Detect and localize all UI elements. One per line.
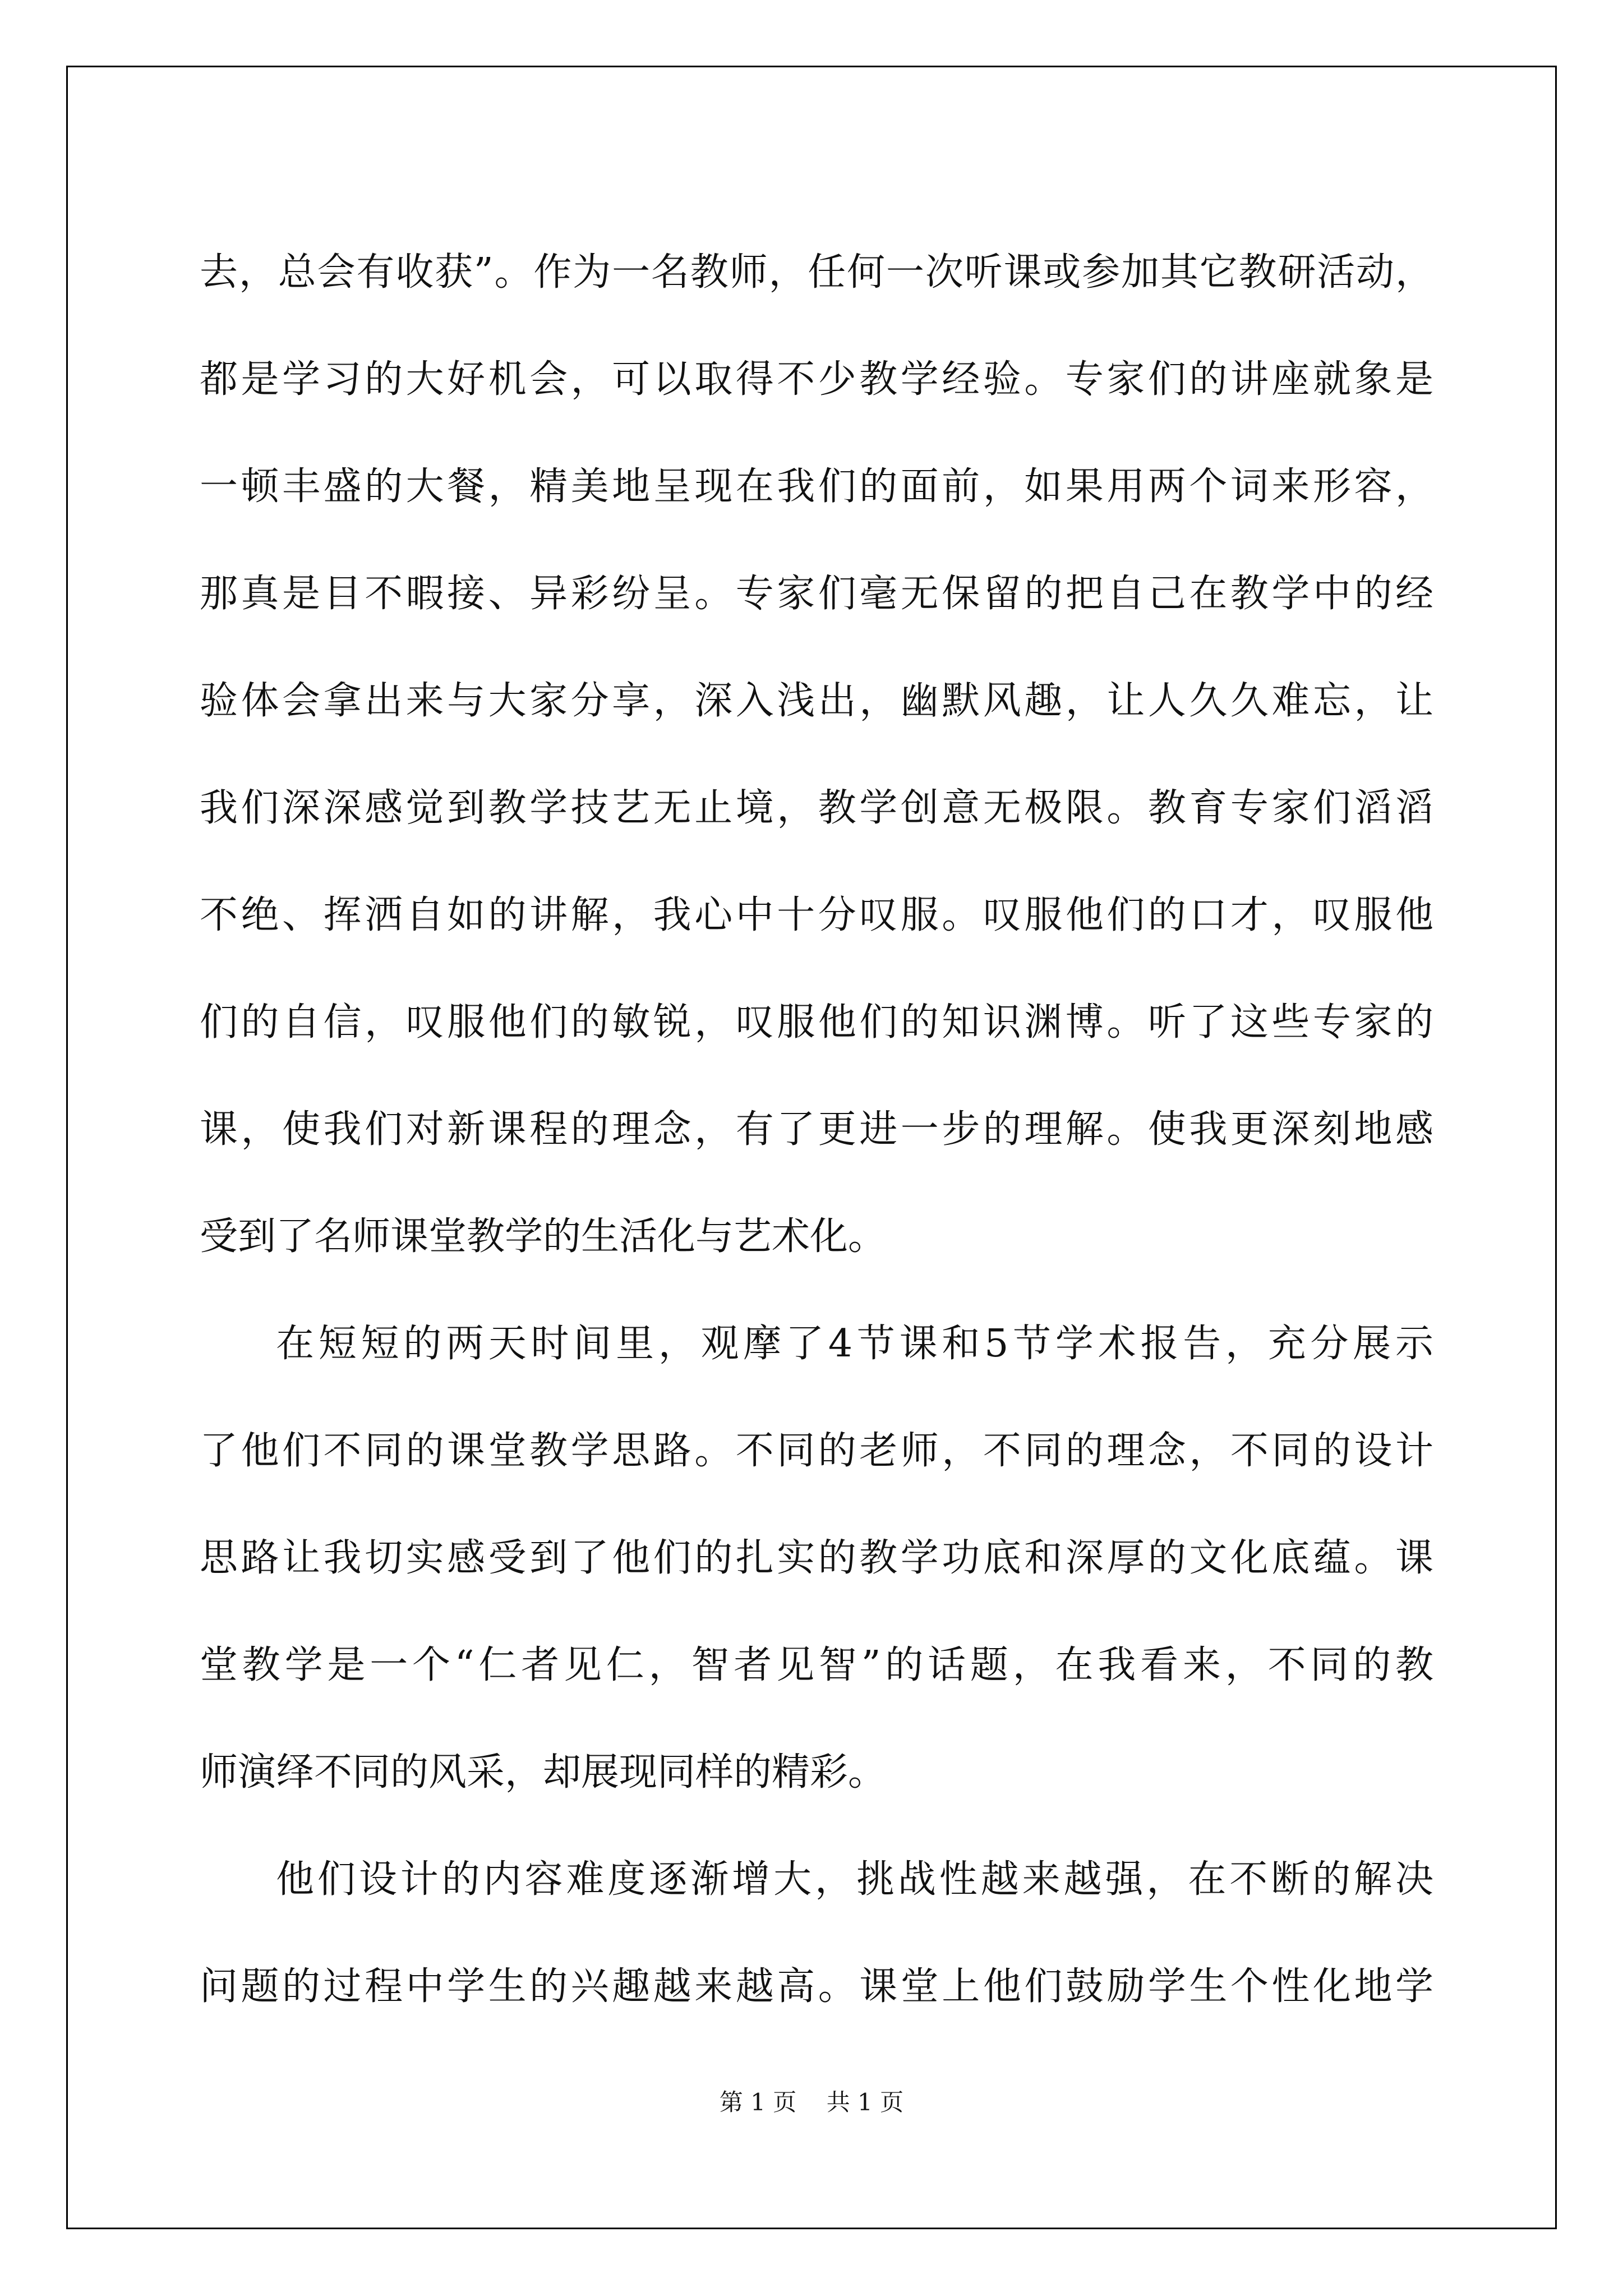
text-line: 课，使我们对新课程的理念，有了更进一步的理解。使我更深刻地感 [200, 1107, 1433, 1152]
text-line: 验体会拿出来与大家分享，深入浅出，幽默风趣，让人久久难忘，让 [200, 679, 1433, 723]
text-line: 去，总会有收获”。作为一名教师，任何一次听课或参加其它教研活动， [200, 250, 1433, 295]
text-line: 了他们不同的课堂教学思路。不同的老师，不同的理念，不同的设计 [200, 1429, 1433, 1473]
text-line: 们的自信，叹服他们的敏锐，叹服他们的知识渊博。听了这些专家的 [200, 1000, 1433, 1045]
text-line: 问题的过程中学生的兴趣越来越高。课堂上他们鼓励学生个性化地学 [200, 1964, 1433, 2009]
text-line: 思路让我切实感受到了他们的扎实的教学功底和深厚的文化底蕴。课 [200, 1536, 1433, 1580]
page-footer: 第 1 页 共 1 页 [719, 2088, 904, 2116]
text-line: 他们设计的内容难度逐渐增大，挑战性越来越强，在不断的解决 [276, 1857, 1433, 1902]
text-line: 都是学习的大好机会，可以取得不少教学经验。专家们的讲座就象是 [200, 357, 1433, 402]
text-line: 那真是目不暇接、异彩纷呈。专家们毫无保留的把自己在教学中的经 [200, 572, 1433, 616]
text-line: 一顿丰盛的大餐，精美地呈现在我们的面前，如果用两个词来形容， [200, 464, 1433, 509]
text-line: 堂教学是一个“仁者见仁，智者见智”的话题，在我看来，不同的教 [200, 1643, 1433, 1687]
text-line: 受到了名师课堂教学的生活化与艺术化。 [200, 1214, 887, 1259]
text-line: 不绝、挥洒自如的讲解，我心中十分叹服。叹服他们的口才，叹服他 [200, 893, 1433, 937]
text-line: 我们深深感觉到教学技艺无止境，教学创意无极限。教育专家们滔滔 [200, 786, 1433, 830]
document-body [200, 219, 1433, 2040]
text-line: 师演绎不同的风采，却展现同样的精彩。 [200, 1750, 887, 1795]
text-line: 在短短的两天时间里，观摩了4节课和5节学术报告，充分展示 [276, 1322, 1433, 1366]
